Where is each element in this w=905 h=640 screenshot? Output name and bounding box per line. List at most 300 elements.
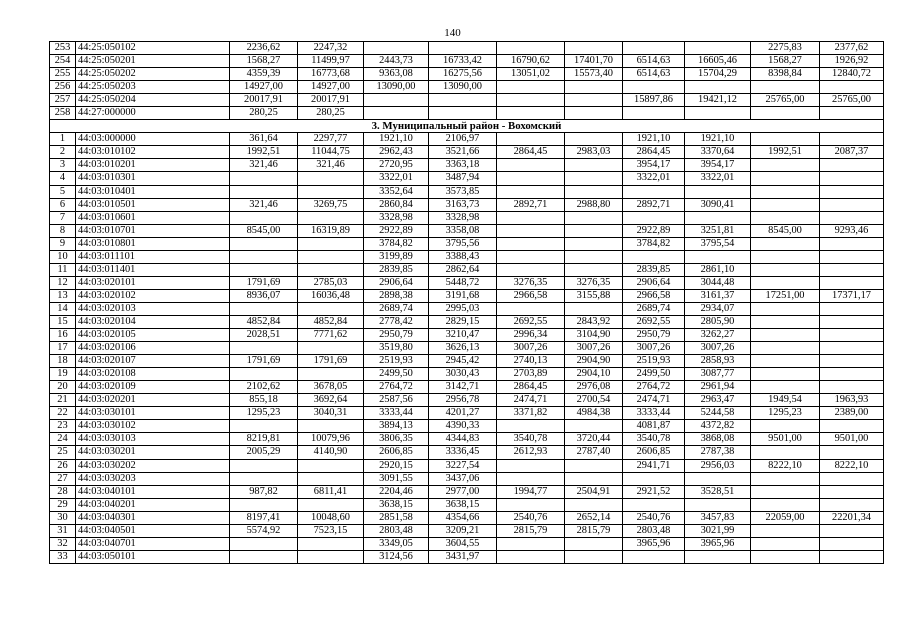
value-cell: 17371,17 <box>820 289 884 302</box>
value-cell: 361,64 <box>230 133 298 146</box>
value-cell: 22059,00 <box>751 511 820 524</box>
value-cell: 2474,71 <box>623 394 685 407</box>
value-cell: 2898,38 <box>364 289 429 302</box>
value-cell: 12840,72 <box>820 68 884 81</box>
value-cell: 3021,99 <box>685 524 751 537</box>
row-number-cell: 32 <box>50 537 76 550</box>
section-row <box>50 120 884 133</box>
value-cell <box>751 329 820 342</box>
row-number-cell: 26 <box>50 459 76 472</box>
value-cell: 2962,43 <box>364 146 429 159</box>
value-cell: 3336,45 <box>429 446 497 459</box>
value-cell <box>497 420 565 433</box>
value-cell: 3965,96 <box>685 537 751 550</box>
value-cell: 3573,85 <box>429 185 497 198</box>
table-row <box>50 146 884 159</box>
value-cell <box>623 498 685 511</box>
value-cell: 2861,10 <box>685 263 751 276</box>
cadastral-number-cell: 44:27:000000 <box>76 107 230 120</box>
value-cell: 3638,15 <box>364 498 429 511</box>
value-cell: 2950,79 <box>623 329 685 342</box>
cadastral-number-cell: 44:03:040701 <box>76 537 230 550</box>
table-row <box>50 302 884 315</box>
value-cell: 3007,26 <box>623 342 685 355</box>
value-cell: 2377,62 <box>820 42 884 55</box>
value-cell <box>230 185 298 198</box>
value-cell: 20017,91 <box>298 94 364 107</box>
table-row <box>50 446 884 459</box>
value-cell <box>298 302 364 315</box>
section-title: 3. Муниципальный район - Вохомский <box>50 120 884 133</box>
value-cell: 2692,55 <box>623 315 685 328</box>
value-cell: 2966,58 <box>623 289 685 302</box>
value-cell: 2996,34 <box>497 329 565 342</box>
value-cell: 2720,95 <box>364 159 429 172</box>
value-cell: 2904,10 <box>565 368 623 381</box>
value-cell: 3007,26 <box>497 342 565 355</box>
value-cell: 2966,58 <box>497 289 565 302</box>
row-number-cell: 20 <box>50 381 76 394</box>
value-cell <box>497 302 565 315</box>
value-cell: 2204,46 <box>364 485 429 498</box>
value-cell: 7771,62 <box>298 329 364 342</box>
value-cell <box>751 420 820 433</box>
value-cell <box>298 263 364 276</box>
table-row <box>50 420 884 433</box>
value-cell <box>820 107 884 120</box>
value-cell <box>751 537 820 550</box>
cadastral-number-cell: 44:03:020105 <box>76 329 230 342</box>
value-cell <box>565 263 623 276</box>
value-cell <box>565 107 623 120</box>
value-cell: 3044,48 <box>685 276 751 289</box>
value-cell: 3795,56 <box>429 237 497 250</box>
table-row <box>50 524 884 537</box>
value-cell <box>497 472 565 485</box>
value-cell: 2864,45 <box>623 146 685 159</box>
value-cell: 10048,60 <box>298 511 364 524</box>
value-cell: 3269,75 <box>298 198 364 211</box>
value-cell <box>298 420 364 433</box>
value-cell: 321,46 <box>230 198 298 211</box>
value-cell <box>751 107 820 120</box>
value-cell <box>497 237 565 250</box>
value-cell: 16733,42 <box>429 55 497 68</box>
table-row <box>50 433 884 446</box>
value-cell <box>820 498 884 511</box>
value-cell <box>751 302 820 315</box>
value-cell: 2787,40 <box>565 446 623 459</box>
value-cell: 3528,51 <box>685 485 751 498</box>
cadastral-number-cell: 44:03:040101 <box>76 485 230 498</box>
table-row <box>50 237 884 250</box>
value-cell: 2862,64 <box>429 263 497 276</box>
value-cell: 8222,10 <box>820 459 884 472</box>
value-cell <box>751 211 820 224</box>
value-cell: 3322,01 <box>685 172 751 185</box>
value-cell: 2803,48 <box>364 524 429 537</box>
table-section-header <box>50 120 884 133</box>
value-cell: 2275,83 <box>751 42 820 55</box>
value-cell: 14927,00 <box>230 81 298 94</box>
value-cell: 1921,10 <box>623 133 685 146</box>
row-number-cell: 18 <box>50 355 76 368</box>
value-cell: 2519,93 <box>364 355 429 368</box>
value-cell: 987,82 <box>230 485 298 498</box>
value-cell: 3124,56 <box>364 550 429 563</box>
value-cell <box>565 81 623 94</box>
value-cell: 4354,66 <box>429 511 497 524</box>
cadastral-number-cell: 44:03:030102 <box>76 420 230 433</box>
value-cell: 2689,74 <box>623 302 685 315</box>
cadastral-number-cell: 44:03:000000 <box>76 133 230 146</box>
value-cell: 2922,89 <box>364 224 429 237</box>
value-cell <box>623 42 685 55</box>
value-cell: 2892,71 <box>497 198 565 211</box>
value-cell: 855,18 <box>230 394 298 407</box>
table-row <box>50 537 884 550</box>
value-cell: 3806,35 <box>364 433 429 446</box>
table-row <box>50 289 884 302</box>
value-cell: 25765,00 <box>751 94 820 107</box>
value-cell <box>751 250 820 263</box>
value-cell: 2906,64 <box>623 276 685 289</box>
value-cell: 3626,13 <box>429 342 497 355</box>
value-cell: 3352,64 <box>364 185 429 198</box>
value-cell <box>429 107 497 120</box>
value-cell <box>623 211 685 224</box>
table-row <box>50 407 884 420</box>
value-cell <box>230 537 298 550</box>
value-cell: 2921,52 <box>623 485 685 498</box>
value-cell: 2005,29 <box>230 446 298 459</box>
value-cell: 1994,77 <box>497 485 565 498</box>
row-number-cell: 8 <box>50 224 76 237</box>
value-cell: 9501,00 <box>751 433 820 446</box>
value-cell: 2864,45 <box>497 381 565 394</box>
value-cell <box>565 94 623 107</box>
value-cell <box>364 94 429 107</box>
value-cell: 10079,96 <box>298 433 364 446</box>
value-cell <box>820 198 884 211</box>
row-number-cell: 256 <box>50 81 76 94</box>
value-cell: 16319,89 <box>298 224 364 237</box>
cadastral-number-cell: 44:03:011101 <box>76 250 230 263</box>
value-cell: 3328,98 <box>429 211 497 224</box>
value-cell <box>751 446 820 459</box>
value-cell: 3692,64 <box>298 394 364 407</box>
value-cell <box>565 211 623 224</box>
value-cell <box>565 302 623 315</box>
value-cell: 3437,06 <box>429 472 497 485</box>
row-number-cell: 15 <box>50 315 76 328</box>
value-cell: 2692,55 <box>497 315 565 328</box>
value-cell: 321,46 <box>298 159 364 172</box>
value-cell <box>685 250 751 263</box>
value-cell: 4852,84 <box>298 315 364 328</box>
cadastral-number-cell: 44:25:050201 <box>76 55 230 68</box>
value-cell: 1921,10 <box>685 133 751 146</box>
table-row <box>50 498 884 511</box>
row-number-cell: 9 <box>50 237 76 250</box>
value-cell: 16275,56 <box>429 68 497 81</box>
value-cell <box>298 250 364 263</box>
value-cell: 9293,46 <box>820 224 884 237</box>
value-cell: 4344,83 <box>429 433 497 446</box>
value-cell <box>497 185 565 198</box>
value-cell: 2977,00 <box>429 485 497 498</box>
value-cell: 3227,54 <box>429 459 497 472</box>
value-cell <box>820 315 884 328</box>
row-number-cell: 29 <box>50 498 76 511</box>
value-cell <box>497 224 565 237</box>
value-cell: 2540,76 <box>623 511 685 524</box>
value-cell <box>230 420 298 433</box>
value-cell <box>230 237 298 250</box>
cadastral-number-cell: 44:03:030203 <box>76 472 230 485</box>
value-cell <box>623 81 685 94</box>
value-cell <box>685 185 751 198</box>
value-cell <box>751 81 820 94</box>
table-row <box>50 485 884 498</box>
value-cell: 3322,01 <box>364 172 429 185</box>
row-number-cell: 11 <box>50 263 76 276</box>
value-cell <box>623 472 685 485</box>
value-cell: 2474,71 <box>497 394 565 407</box>
value-cell: 3276,35 <box>565 276 623 289</box>
value-cell <box>364 42 429 55</box>
value-cell <box>298 211 364 224</box>
value-cell <box>751 498 820 511</box>
value-cell: 3191,68 <box>429 289 497 302</box>
row-number-cell: 258 <box>50 107 76 120</box>
value-cell: 3954,17 <box>623 159 685 172</box>
value-cell: 2805,90 <box>685 315 751 328</box>
row-number-cell: 25 <box>50 446 76 459</box>
value-cell <box>820 446 884 459</box>
value-cell <box>751 381 820 394</box>
value-cell: 2519,93 <box>623 355 685 368</box>
value-cell: 2995,03 <box>429 302 497 315</box>
value-cell: 13090,00 <box>364 81 429 94</box>
value-cell: 9501,00 <box>820 433 884 446</box>
value-cell: 2689,74 <box>364 302 429 315</box>
value-cell: 2839,85 <box>623 263 685 276</box>
value-cell: 3262,27 <box>685 329 751 342</box>
value-cell: 2976,08 <box>565 381 623 394</box>
value-cell <box>751 342 820 355</box>
value-cell: 19421,12 <box>685 94 751 107</box>
value-cell: 3358,08 <box>429 224 497 237</box>
value-cell: 5574,92 <box>230 524 298 537</box>
value-cell: 2851,58 <box>364 511 429 524</box>
value-cell: 3954,17 <box>685 159 751 172</box>
value-cell <box>820 172 884 185</box>
value-cell: 2247,32 <box>298 42 364 55</box>
value-cell: 2922,89 <box>623 224 685 237</box>
table-row <box>50 550 884 563</box>
value-cell: 1568,27 <box>751 55 820 68</box>
value-cell: 3090,41 <box>685 198 751 211</box>
value-cell <box>751 198 820 211</box>
value-cell <box>820 211 884 224</box>
row-number-cell: 7 <box>50 211 76 224</box>
row-number-cell: 30 <box>50 511 76 524</box>
value-cell <box>685 42 751 55</box>
value-cell <box>820 263 884 276</box>
row-number-cell: 16 <box>50 329 76 342</box>
value-cell <box>820 485 884 498</box>
value-cell: 17251,00 <box>751 289 820 302</box>
cadastral-number-cell: 44:03:010601 <box>76 211 230 224</box>
value-cell: 2906,64 <box>364 276 429 289</box>
value-cell: 2956,03 <box>685 459 751 472</box>
value-cell: 3007,26 <box>685 342 751 355</box>
value-cell: 5448,72 <box>429 276 497 289</box>
value-cell <box>230 498 298 511</box>
value-cell <box>497 94 565 107</box>
row-number-cell: 22 <box>50 407 76 420</box>
value-cell <box>364 107 429 120</box>
value-cell: 1963,93 <box>820 394 884 407</box>
value-cell: 1992,51 <box>230 146 298 159</box>
value-cell <box>565 133 623 146</box>
value-cell <box>751 159 820 172</box>
value-cell <box>820 185 884 198</box>
table-row <box>50 55 884 68</box>
value-cell: 2892,71 <box>623 198 685 211</box>
value-cell: 16036,48 <box>298 289 364 302</box>
cadastral-number-cell: 44:03:020107 <box>76 355 230 368</box>
value-cell <box>497 537 565 550</box>
cadastral-number-cell: 44:03:020103 <box>76 302 230 315</box>
value-cell: 22201,34 <box>820 511 884 524</box>
value-cell <box>497 250 565 263</box>
value-cell <box>565 172 623 185</box>
cadastral-number-cell: 44:03:030103 <box>76 433 230 446</box>
value-cell: 8222,10 <box>751 459 820 472</box>
value-cell: 2297,77 <box>298 133 364 146</box>
value-cell <box>497 211 565 224</box>
value-cell: 6514,63 <box>623 55 685 68</box>
table-row <box>50 224 884 237</box>
row-number-cell: 254 <box>50 55 76 68</box>
value-cell <box>565 224 623 237</box>
value-cell: 3540,78 <box>497 433 565 446</box>
value-cell <box>298 172 364 185</box>
value-cell <box>820 368 884 381</box>
value-cell: 2941,71 <box>623 459 685 472</box>
value-cell <box>497 263 565 276</box>
table-row <box>50 198 884 211</box>
value-cell <box>497 107 565 120</box>
value-cell <box>298 537 364 550</box>
value-cell: 2106,97 <box>429 133 497 146</box>
value-cell: 13090,00 <box>429 81 497 94</box>
value-cell: 8197,41 <box>230 511 298 524</box>
value-cell: 3142,71 <box>429 381 497 394</box>
value-cell: 8936,07 <box>230 289 298 302</box>
value-cell <box>751 550 820 563</box>
row-number-cell: 4 <box>50 172 76 185</box>
value-cell: 2587,56 <box>364 394 429 407</box>
row-number-cell: 23 <box>50 420 76 433</box>
value-cell: 3199,89 <box>364 250 429 263</box>
table-row <box>50 107 884 120</box>
value-cell: 2606,85 <box>623 446 685 459</box>
value-cell: 3965,96 <box>623 537 685 550</box>
value-cell <box>565 459 623 472</box>
value-cell: 3678,05 <box>298 381 364 394</box>
value-cell <box>820 81 884 94</box>
value-cell: 3521,66 <box>429 146 497 159</box>
cadastral-number-cell: 44:03:030101 <box>76 407 230 420</box>
value-cell: 2983,03 <box>565 146 623 159</box>
value-cell: 2860,84 <box>364 198 429 211</box>
row-number-cell: 13 <box>50 289 76 302</box>
value-cell: 3161,37 <box>685 289 751 302</box>
value-cell <box>497 81 565 94</box>
value-cell: 3155,88 <box>565 289 623 302</box>
cadastral-number-cell: 44:03:010801 <box>76 237 230 250</box>
value-cell <box>685 107 751 120</box>
table-body-vokhomsky-district <box>50 133 884 564</box>
value-cell: 3370,64 <box>685 146 751 159</box>
value-cell: 2087,37 <box>820 146 884 159</box>
value-cell: 4081,87 <box>623 420 685 433</box>
value-cell <box>298 498 364 511</box>
value-cell: 2904,90 <box>565 355 623 368</box>
cadastral-number-cell: 44:25:050202 <box>76 68 230 81</box>
value-cell: 7523,15 <box>298 524 364 537</box>
cadastral-number-cell: 44:03:010301 <box>76 172 230 185</box>
value-cell <box>751 524 820 537</box>
value-cell <box>685 498 751 511</box>
cadastral-number-cell: 44:03:020104 <box>76 315 230 328</box>
table-row <box>50 276 884 289</box>
value-cell: 25765,00 <box>820 94 884 107</box>
value-cell: 3276,35 <box>497 276 565 289</box>
table-row <box>50 94 884 107</box>
value-cell: 8219,81 <box>230 433 298 446</box>
value-cell <box>820 550 884 563</box>
value-cell <box>751 172 820 185</box>
value-cell: 3328,98 <box>364 211 429 224</box>
table-row <box>50 133 884 146</box>
table-row <box>50 211 884 224</box>
value-cell: 11499,97 <box>298 55 364 68</box>
cadastral-number-cell: 44:25:050204 <box>76 94 230 107</box>
value-cell: 2236,62 <box>230 42 298 55</box>
value-cell <box>685 550 751 563</box>
value-cell: 6514,63 <box>623 68 685 81</box>
page-number: 140 <box>444 27 461 39</box>
value-cell: 2950,79 <box>364 329 429 342</box>
value-cell <box>298 550 364 563</box>
value-cell: 2934,07 <box>685 302 751 315</box>
value-cell <box>298 472 364 485</box>
value-cell: 1295,23 <box>230 407 298 420</box>
value-cell <box>751 368 820 381</box>
row-number-cell: 3 <box>50 159 76 172</box>
row-number-cell: 19 <box>50 368 76 381</box>
value-cell: 3431,97 <box>429 550 497 563</box>
value-cell <box>497 550 565 563</box>
table-body-previous-district <box>50 42 884 120</box>
value-cell: 4852,84 <box>230 315 298 328</box>
value-cell: 3040,31 <box>298 407 364 420</box>
value-cell <box>565 185 623 198</box>
